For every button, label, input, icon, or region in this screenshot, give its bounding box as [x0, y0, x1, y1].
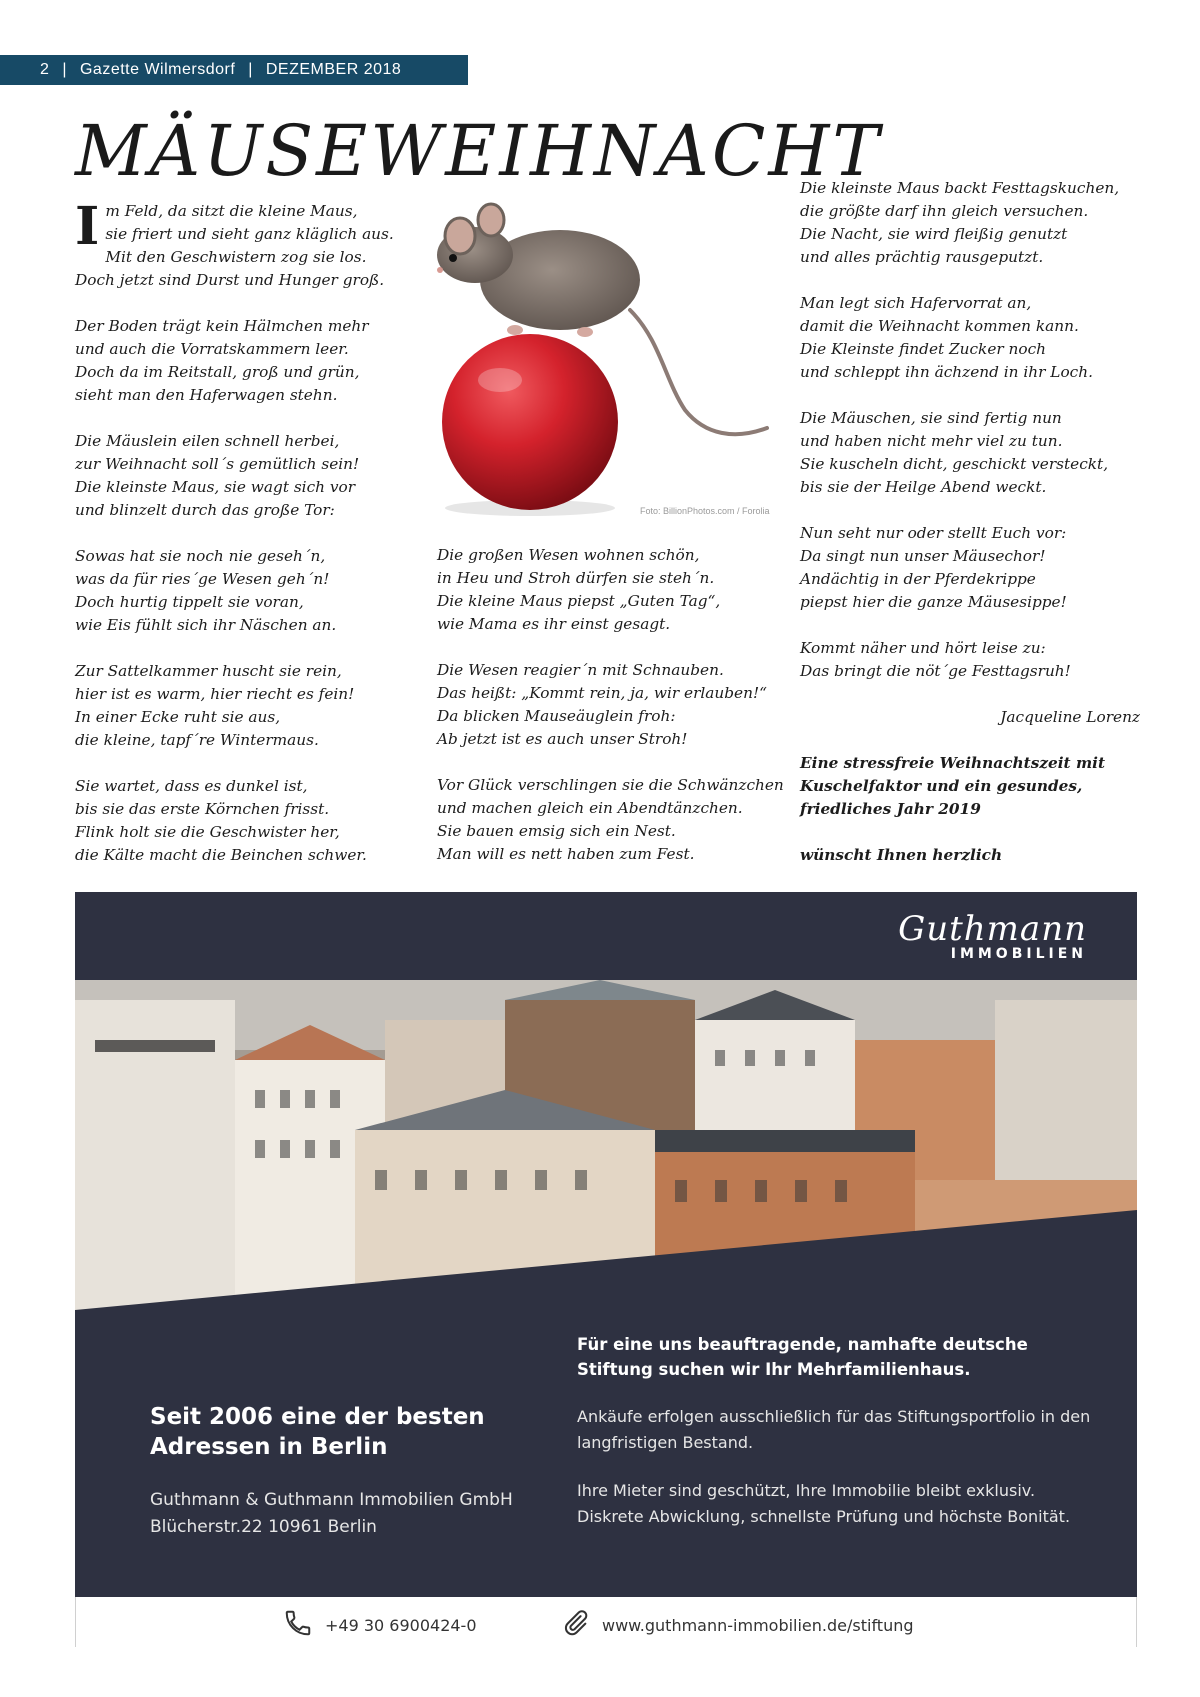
phone-icon: [283, 1608, 313, 1642]
header-separator: |: [62, 61, 68, 78]
stanza: Die Wesen reagier´n mit Schnauben. Das heißt: „Kommt rein, ja, wir erlauben!“ Da blicken Mauseäuglein froh: Ab jetzt ist es auch unser Stroh!: [437, 661, 767, 748]
stanza: Zur Sattelkammer huscht sie rein, hier ist es warm, hier riecht es fein! In einer Ecke ruht sie aus, die kleine, tapf´re Wintermaus.: [75, 662, 355, 749]
website-link[interactable]: [560, 1608, 914, 1642]
author-name: Jacqueline Lorenz: [1000, 708, 1140, 726]
publication-name: Gazette Wilmersdorf: [79, 61, 236, 78]
website-url: www.guthmann-immobilien.de/stiftung: [602, 1615, 914, 1635]
ad-paragraph: Ankäufe erfolgen ausschließlich für das Stiftungsportfolio in den langfristigen Bestand.: [577, 1407, 1091, 1452]
greeting-wish: wünscht Ihnen herzlich: [800, 846, 1003, 864]
poem-column-1: [75, 196, 405, 890]
phone-number: +49 30 6900424-0: [325, 1615, 477, 1635]
logo-subtitle: IMMOBILIEN: [950, 946, 1087, 962]
ad-left-block: [150, 1402, 570, 1541]
greeting-text: Eine stressfreie Weihnachtszeit mit Kuschelfaktor und ein gesundes, friedliches Jahr 2019: [800, 754, 1106, 818]
page-number: 2: [40, 61, 50, 78]
guthmann-logo: [898, 909, 1087, 962]
poem-column-3: [800, 177, 1140, 936]
dropcap: I: [75, 196, 100, 257]
guthmann-advertisement: [75, 892, 1137, 1597]
stanza: Die großen Wesen wohnen schön, in Heu und Stroh dürfen sie steh´n. Die kleine Maus piepst „Guten Tag“, wie Mama es ihr einst gesagt.: [437, 546, 721, 633]
divider: [75, 1597, 76, 1647]
page-header-bar: [0, 55, 468, 85]
ad-paragraph: Ihre Mieter sind geschützt, Ihre Immobilie bleibt exklusiv. Diskrete Abwicklung, schnellste Prüfung und höchste Bonität.: [577, 1481, 1071, 1526]
article-title: MÄUSEWEIHNACHT: [75, 110, 883, 192]
photo-credit: Foto: BillionPhotos.com / Forolia: [640, 506, 770, 516]
ad-right-block: [577, 1332, 1097, 1552]
stanza: Die kleinste Maus backt Festtagskuchen, die größte darf ihn gleich versuchen. Die Nacht, sie wird fleißig genutzt und alles prächtig rausgeputzt.: [800, 179, 1120, 266]
issue-date: DEZEMBER 2018: [265, 61, 402, 78]
paperclip-icon: [560, 1608, 590, 1642]
poem-column-2: [437, 544, 787, 889]
ad-headline: Seit 2006 eine der besten Adressen in Berlin: [150, 1404, 485, 1460]
company-address: Blücherstr.22 10961 Berlin: [150, 1517, 377, 1537]
stanza: Kommt näher und hört leise zu: Das bringt die nöt´ge Festtagsruh!: [800, 639, 1071, 680]
stanza: Nun seht nur oder stellt Euch vor: Da singt nun unser Mäusechor! Andächtig in der Pferdekrippe piepst hier die ganze Mäusesippe!: [800, 524, 1067, 611]
stanza: Man legt sich Hafervorrat an, damit die Weihnacht kommen kann. Die Kleinste findet Zucker noch und schleppt ihn ächzend in ihr Loch.: [800, 294, 1093, 381]
stanza: Die Mäuslein eilen schnell herbei, zur Weihnacht soll´s gemütlich sein! Die kleinste Maus, sie wagt sich vor und blinzelt durch das große Tor:: [75, 432, 360, 519]
stanza: [75, 196, 405, 292]
stanza: Der Boden trägt kein Hälmchen mehr und auch die Vorratskammern leer. Doch da im Reitstall, groß und grün, sieht man den Haferwagen stehn.: [75, 317, 369, 404]
ad-right-headline: Für eine uns beauftragende, namhafte deutsche Stiftung suchen wir Ihr Mehrfamilienhaus.: [577, 1335, 1028, 1379]
company-name: Guthmann & Guthmann Immobilien GmbH: [150, 1490, 513, 1510]
city-rooftops-image: [75, 980, 1137, 1340]
stanza: Vor Glück verschlingen sie die Schwänzchen und machen gleich ein Abendtänzchen. Sie bauen emsig sich ein Nest. Man will es nett haben zum Fest.: [437, 776, 784, 863]
stanza-text: m Feld, da sitzt die kleine Maus, sie friert und sieht ganz kläglich aus. Mit den Geschwistern zog sie los. Doch jetzt sind Durst und Hunger groß.: [75, 202, 394, 289]
stanza: Sie wartet, dass es dunkel ist, bis sie das erste Körnchen frisst. Flink holt sie die Geschwister her, die Kälte macht die Beinchen schwer.: [75, 777, 367, 864]
mouse-on-ornament-image: [415, 190, 785, 520]
phone-contact[interactable]: [283, 1608, 477, 1642]
stanza: Sowas hat sie noch nie geseh´n, was da für ries´ge Wesen geh´n! Doch hurtig tippelt sie voran, wie Eis fühlt sich ihr Näschen an.: [75, 547, 337, 634]
stanza: Die Mäuschen, sie sind fertig nun und haben nicht mehr viel zu tun. Sie kuscheln dicht, geschickt versteckt, bis sie der Heilge Abend weckt.: [800, 409, 1109, 496]
divider: [1136, 1597, 1137, 1647]
header-separator: |: [248, 61, 253, 78]
logo-script: Guthmann: [898, 909, 1087, 949]
